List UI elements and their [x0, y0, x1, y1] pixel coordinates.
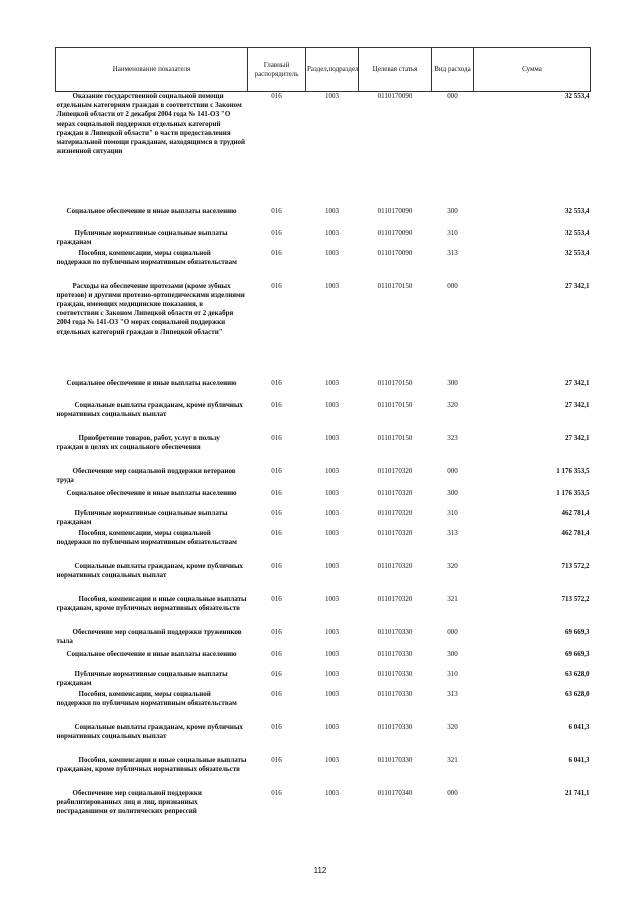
row-type-cell: 323: [447, 433, 458, 442]
row-manager-cell: 016: [271, 228, 282, 237]
row-type-cell: 313: [447, 689, 458, 698]
row-sum-cell: 32 553,4: [565, 206, 590, 215]
row-manager-cell: 016: [271, 627, 282, 636]
row-name-cell: Приобретение товаров, работ, услуг в пользу граждан в целях их социального обеспечения: [56, 433, 220, 451]
row-target-cell: 0110170320: [377, 594, 413, 603]
header-section: Раздел,подраздел: [306, 48, 359, 92]
row-sum-cell: 1 176 353,5: [556, 466, 590, 475]
row-sum-cell: 462 781,4: [561, 508, 590, 517]
row-section-cell: 1003: [325, 669, 339, 678]
table-row: [56, 628, 591, 650]
row-sum-cell: 21 741,1: [565, 788, 590, 797]
row-manager-cell: 016: [271, 206, 282, 215]
row-type-cell: 300: [447, 488, 458, 497]
row-target-cell: 0110170330: [377, 649, 413, 658]
row-target-cell: 0110170090: [377, 206, 413, 215]
row-type-cell: 320: [447, 561, 458, 570]
row-type-cell: 310: [447, 508, 458, 517]
row-manager-cell: 016: [271, 400, 282, 409]
row-sum-cell: 27 342,1: [565, 400, 590, 409]
row-type-cell: 321: [447, 755, 458, 764]
table-row: [56, 723, 591, 756]
header-target: Целевая статья: [359, 48, 432, 92]
row-name-cell: Расходы на обеспечение протезами (кроме зубных протезов) и другими протезно-ортопедическими изделиями граждан, имеющих медицинские показания, в соответствии с Законом Липецкой области от 2 декабря 2004 года № 141-ОЗ "О мерах социальной поддержки отдельных категорий граждан в Липецкой области": [56, 281, 245, 336]
row-sum-cell: 27 342,1: [565, 433, 590, 442]
table-row: [56, 379, 591, 401]
row-type-cell: 313: [447, 248, 458, 257]
row-section-cell: 1003: [325, 755, 339, 764]
row-name-cell: Пособия, компенсации, меры социальной поддержки по публичным нормативным обязательствам: [56, 528, 237, 546]
row-manager-cell: 016: [271, 669, 282, 678]
row-target-cell: 0110170340: [377, 788, 413, 797]
row-target-cell: 0110170150: [377, 378, 413, 387]
row-name-cell: Обеспечение мер социальной поддержки ветеранов труда: [56, 466, 236, 484]
row-manager-cell: 016: [271, 722, 282, 731]
table-row: [56, 529, 591, 562]
row-target-cell: 0110170090: [377, 248, 413, 257]
table-row: [56, 467, 591, 489]
table-body: [56, 92, 591, 829]
row-type-cell: 320: [447, 400, 458, 409]
row-name-cell: Обеспечение мер социальной поддержки тружеников тыла: [56, 627, 242, 645]
table-row: [56, 92, 591, 207]
row-section-cell: 1003: [325, 228, 339, 237]
row-name-cell: Пособия, компенсации, меры социальной поддержки по публичным нормативным обязательствам: [56, 689, 237, 707]
row-section-cell: 1003: [325, 400, 339, 409]
table-row: [56, 650, 591, 670]
row-type-cell: 310: [447, 669, 458, 678]
row-type-cell: 000: [447, 92, 458, 100]
row-name-cell: Пособия, компенсации и иные социальные выплаты гражданам, кроме публичных нормативных обязательств: [56, 755, 247, 773]
table-row: [56, 789, 591, 829]
header-sum: Сумма: [474, 48, 591, 92]
row-manager-cell: 016: [271, 466, 282, 475]
row-name-cell: Социальные выплаты гражданам, кроме публичных нормативных социальных выплат: [56, 722, 243, 740]
row-section-cell: 1003: [325, 649, 339, 658]
row-target-cell: 0110170150: [377, 400, 413, 409]
row-type-cell: 000: [447, 788, 458, 797]
row-name-cell: Пособия, компенсации, меры социальной поддержки по публичным нормативным обязательствам: [56, 248, 237, 266]
row-manager-cell: 016: [271, 378, 282, 387]
row-section-cell: 1003: [325, 466, 339, 475]
row-manager-cell: 016: [271, 528, 282, 537]
row-name-cell: Социальное обеспечение и иные выплаты населению: [66, 488, 237, 497]
row-name-cell: Социальное обеспечение и иные выплаты населению: [66, 206, 237, 215]
row-section-cell: 1003: [325, 689, 339, 698]
row-section-cell: 1003: [325, 488, 339, 497]
row-target-cell: 0110170330: [377, 755, 413, 764]
row-target-cell: 0110170330: [377, 627, 413, 636]
header-manager: Главный распорядитель: [248, 48, 306, 92]
row-target-cell: 0110170090: [377, 228, 413, 237]
row-sum-cell: 1 176 353,5: [556, 488, 590, 497]
header-name: Наименование показателя: [56, 48, 248, 92]
table-row: [56, 595, 591, 628]
row-name-cell: Социальное обеспечение и иные выплаты населению: [66, 378, 237, 387]
row-name-cell: Социальные выплаты гражданам, кроме публичных нормативных социальных выплат: [56, 561, 243, 579]
row-target-cell: 0110170320: [377, 508, 413, 517]
row-target-cell: 0110170320: [377, 488, 413, 497]
row-manager-cell: 016: [271, 561, 282, 570]
row-target-cell: 0110170320: [377, 466, 413, 475]
row-type-cell: 300: [447, 206, 458, 215]
table-row: [56, 282, 591, 379]
row-section-cell: 1003: [325, 627, 339, 636]
row-sum-cell: 462 781,4: [561, 528, 590, 537]
row-section-cell: 1003: [325, 281, 339, 290]
row-section-cell: 1003: [325, 378, 339, 387]
row-type-cell: 310: [447, 228, 458, 237]
row-target-cell: 0110170320: [377, 528, 413, 537]
row-target-cell: 0110170330: [377, 689, 413, 698]
row-manager-cell: 016: [271, 92, 282, 100]
row-name-cell: Публичные нормативные социальные выплаты гражданам: [56, 228, 228, 246]
table-row: [56, 509, 591, 529]
row-sum-cell: 32 553,4: [565, 92, 590, 100]
row-name-cell: Социальное обеспечение и иные выплаты населению: [66, 649, 237, 658]
row-section-cell: 1003: [325, 433, 339, 442]
header-type: Вид расхода: [432, 48, 474, 92]
row-manager-cell: 016: [271, 788, 282, 797]
row-target-cell: 0110170090: [377, 92, 413, 100]
row-section-cell: 1003: [325, 92, 339, 100]
row-sum-cell: 713 572,2: [561, 594, 590, 603]
row-name-cell: Публичные нормативные социальные выплаты гражданам: [56, 669, 228, 687]
table-row: [56, 434, 591, 467]
row-sum-cell: 27 342,1: [565, 378, 590, 387]
table-row: [56, 670, 591, 690]
row-sum-cell: 63 628,0: [565, 689, 590, 698]
row-name-cell: Публичные нормативные социальные выплаты гражданам: [56, 508, 228, 526]
row-target-cell: 0110170150: [377, 281, 413, 290]
row-target-cell: 0110170150: [377, 433, 413, 442]
row-manager-cell: 016: [271, 594, 282, 603]
row-name-cell: Социальные выплаты гражданам, кроме публичных нормативных социальных выплат: [56, 400, 243, 418]
row-section-cell: 1003: [325, 248, 339, 257]
row-type-cell: 300: [447, 649, 458, 658]
table-row: [56, 690, 591, 723]
row-manager-cell: 016: [271, 488, 282, 497]
page-number: 112: [313, 866, 327, 875]
table-row: [56, 207, 591, 229]
row-sum-cell: 32 553,4: [565, 248, 590, 257]
row-type-cell: 000: [447, 466, 458, 475]
row-section-cell: 1003: [325, 528, 339, 537]
row-type-cell: 300: [447, 378, 458, 387]
row-manager-cell: 016: [271, 689, 282, 698]
row-manager-cell: 016: [271, 281, 282, 290]
row-manager-cell: 016: [271, 755, 282, 764]
row-sum-cell: 69 669,3: [565, 649, 590, 658]
row-section-cell: 1003: [325, 561, 339, 570]
row-name-cell: Пособия, компенсации и иные социальные выплаты гражданам, кроме публичных нормативных обязательств: [56, 594, 247, 612]
table-row: [56, 401, 591, 434]
row-sum-cell: 6 041,3: [568, 755, 590, 764]
row-sum-cell: 32 553,4: [565, 228, 590, 237]
table-row: [56, 489, 591, 509]
row-sum-cell: 27 342,1: [565, 281, 590, 290]
row-section-cell: 1003: [325, 722, 339, 731]
row-name-cell: Обеспечение мер социальной поддержки реабилитированных лиц и лиц, признанных пострадавшими от политических репрессий: [56, 788, 202, 815]
row-type-cell: 321: [447, 594, 458, 603]
table-row: [56, 756, 591, 789]
table-row: [56, 562, 591, 595]
table-header: [56, 48, 591, 92]
row-name-cell: Оказание государственной социальной помощи отдельным категориям граждан в соответствии с Законом Липецкой области от 2 декабря 2004 года № 141-ОЗ "О мерах социальной поддержки отдельных категорий граждан в Липецкой области" в части предоставления материальной помощи гражданам, находящимся в трудной жизненной ситуации: [56, 92, 246, 156]
row-section-cell: 1003: [325, 508, 339, 517]
row-sum-cell: 713 572,2: [561, 561, 590, 570]
row-target-cell: 0110170320: [377, 561, 413, 570]
row-manager-cell: 016: [271, 433, 282, 442]
row-type-cell: 313: [447, 528, 458, 537]
row-section-cell: 1003: [325, 206, 339, 215]
row-type-cell: 000: [447, 281, 458, 290]
row-manager-cell: 016: [271, 508, 282, 517]
row-sum-cell: 69 669,3: [565, 627, 590, 636]
row-type-cell: 000: [447, 627, 458, 636]
row-sum-cell: 6 041,3: [568, 722, 590, 731]
table-row: [56, 229, 591, 249]
row-target-cell: 0110170330: [377, 669, 413, 678]
budget-table: [55, 47, 591, 829]
row-sum-cell: 63 628,0: [565, 669, 590, 678]
row-target-cell: 0110170330: [377, 722, 413, 731]
row-manager-cell: 016: [271, 248, 282, 257]
row-section-cell: 1003: [325, 594, 339, 603]
row-section-cell: 1003: [325, 788, 339, 797]
row-manager-cell: 016: [271, 649, 282, 658]
table-row: [56, 249, 591, 282]
row-type-cell: 320: [447, 722, 458, 731]
